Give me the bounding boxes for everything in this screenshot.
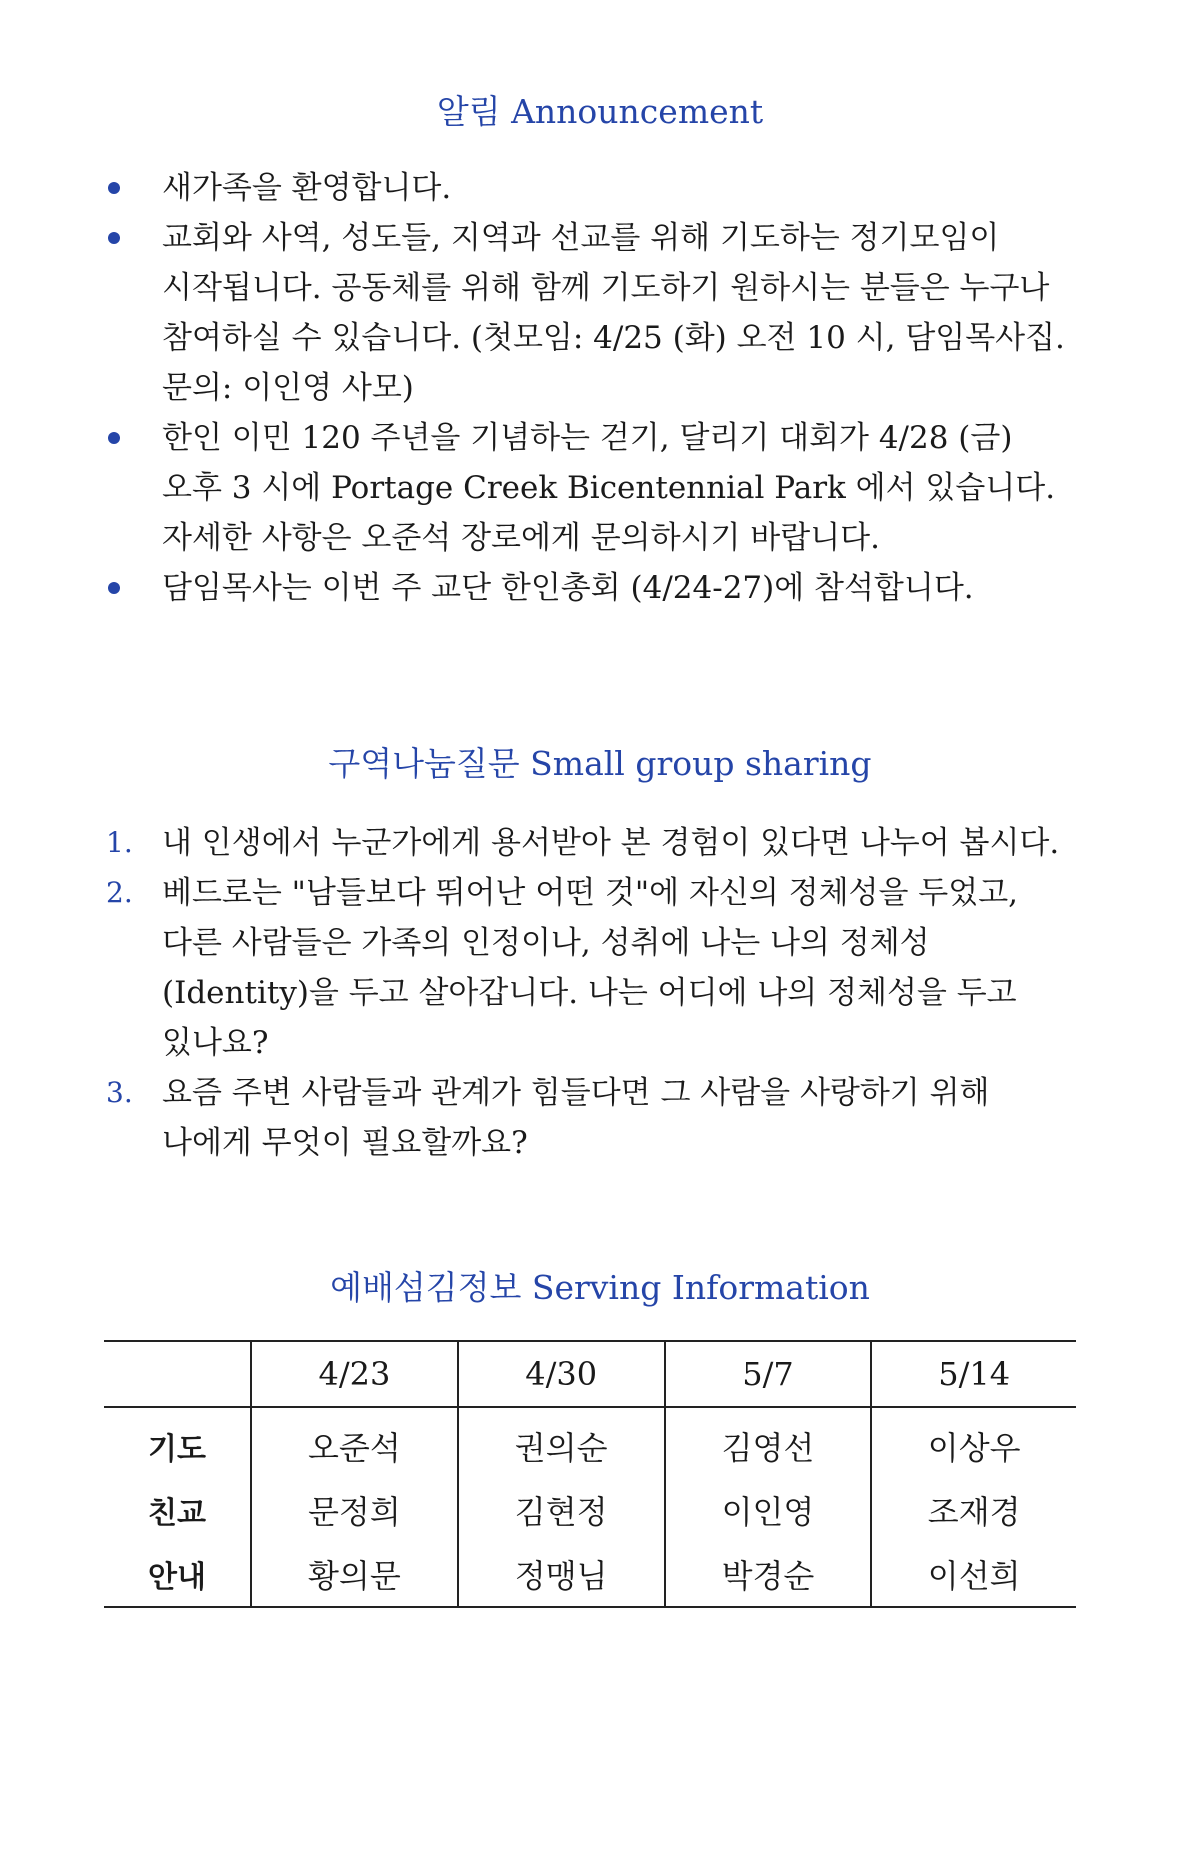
serving-header-row: [104, 1341, 1076, 1407]
bullet-icon: [108, 232, 120, 244]
announcement-list: [104, 163, 1104, 613]
table-row: [104, 1542, 1076, 1607]
serving-table: [104, 1340, 1076, 1608]
role-cell: 친교: [148, 1496, 206, 1531]
question-item: [104, 818, 1104, 868]
serving-title: 예배섬김정보 Serving Information: [330, 1268, 870, 1307]
question-text: 베드로는 "남들보다 뛰어난 어떤 것"에 자신의 정체성을 두었고, 다른 사람들은 가족의 인정이나, 성취에 나는 나의 정체성 (Identity)을 두고 살아갑니다. 나는 어디에 나의 정체성을 두고 있나요?: [162, 875, 1018, 1061]
question-item: [104, 868, 1104, 1068]
announcement-item: [104, 213, 1104, 413]
name-cell: 정맹님: [458, 1542, 665, 1607]
name-cell: 이선희: [871, 1542, 1076, 1607]
date-header: 5/14: [871, 1341, 1076, 1407]
table-row: [104, 1478, 1076, 1542]
question-number: 3.: [106, 1076, 133, 1109]
announcement-text: 교회와 사역, 성도들, 지역과 선교를 위해 기도하는 정기모임이 시작됩니다. 공동체를 위해 함께 기도하기 원하시는 분들은 누구나 참여하실 수 있습니다. (첫모임: 4/25 (화) 오전 10 시, 담임목사집. 문의: 이인영 사모): [162, 220, 1065, 406]
name-cell: 박경순: [665, 1542, 872, 1607]
question-text: 내 인생에서 누군가에게 용서받아 본 경험이 있다면 나누어 봅시다.: [162, 825, 1060, 861]
small-group-title: 구역나눔질문 Small group sharing: [328, 744, 872, 783]
name-cell: 문정희: [251, 1478, 458, 1542]
announcement-text: 새가족을 환영합니다.: [162, 170, 452, 206]
question-number: 1.: [106, 826, 133, 859]
role-cell: 기도: [148, 1432, 206, 1467]
date-header: 4/30: [458, 1341, 665, 1407]
announcement-text: 담임목사는 이번 주 교단 한인총회 (4/24-27)에 참석합니다.: [162, 570, 974, 606]
name-cell: 조재경: [871, 1478, 1076, 1542]
role-cell: 안내: [148, 1560, 206, 1595]
date-header: 4/23: [251, 1341, 458, 1407]
announcement-title: 알림 Announcement: [436, 92, 764, 131]
announcement-item: [104, 163, 1104, 213]
question-item: [104, 1068, 1104, 1168]
name-cell: 오준석: [251, 1407, 458, 1478]
announcement-item: [104, 413, 1104, 563]
date-header: 5/7: [665, 1341, 872, 1407]
table-row: [104, 1407, 1076, 1478]
name-cell: 권의순: [458, 1407, 665, 1478]
bullet-icon: [108, 582, 120, 594]
name-cell: 김영선: [665, 1407, 872, 1478]
bullet-icon: [108, 432, 120, 444]
header-corner-cell: [104, 1341, 251, 1407]
announcement-item: [104, 563, 1104, 613]
bullet-icon: [108, 182, 120, 194]
question-number: 2.: [106, 876, 133, 909]
name-cell: 김현정: [458, 1478, 665, 1542]
name-cell: 황의문: [251, 1542, 458, 1607]
question-list: [104, 818, 1104, 1168]
announcement-text: 한인 이민 120 주년을 기념하는 걷기, 달리기 대회가 4/28 (금) 오후 3 시에 Portage Creek Bicentennial Park 에서 있습니다. 자세한 사항은 오준석 장로에게 문의하시기 바랍니다.: [162, 420, 1056, 556]
name-cell: 이상우: [871, 1407, 1076, 1478]
name-cell: 이인영: [665, 1478, 872, 1542]
question-text: 요즘 주변 사람들과 관계가 힘들다면 그 사람을 사랑하기 위해 나에게 무엇이 필요할까요?: [162, 1075, 990, 1161]
